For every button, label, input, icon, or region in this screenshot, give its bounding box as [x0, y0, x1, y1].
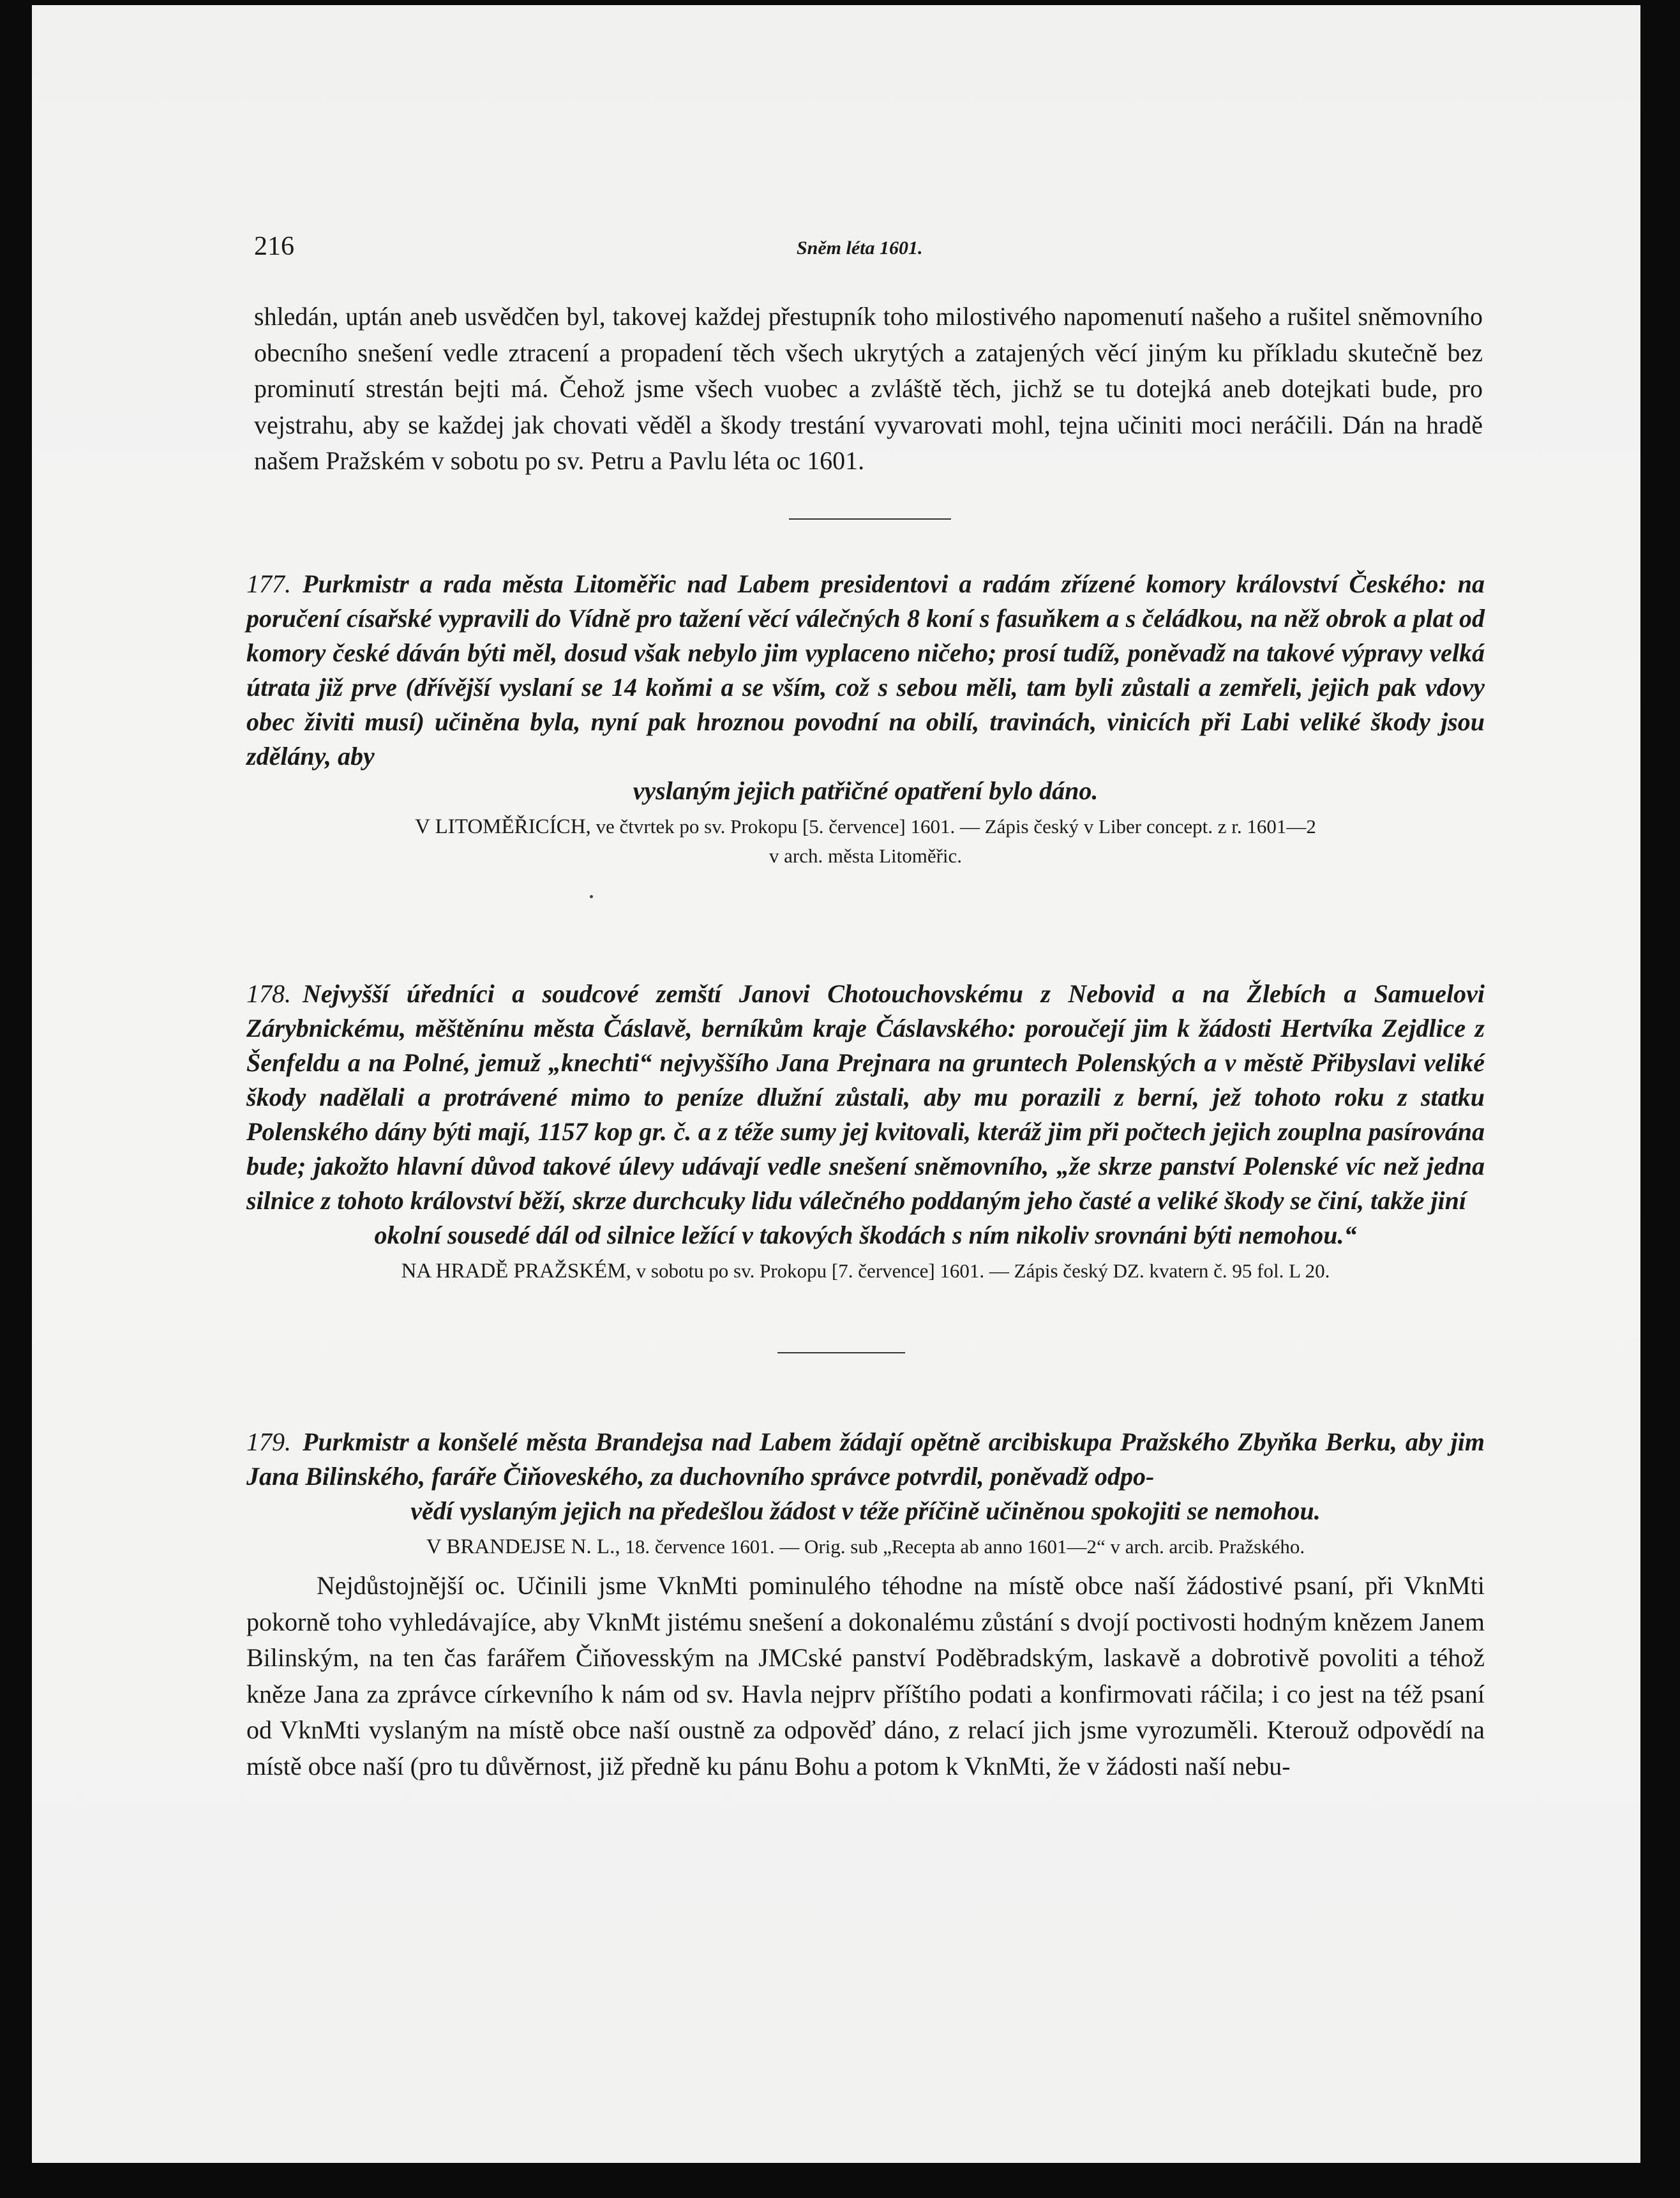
entry-summary-last-line: vyslaným jejich patřičné opatření bylo dáno. — [633, 776, 1099, 805]
source-place: V LITOMĚŘICÍCH, — [415, 815, 591, 838]
entry-summary-text: Purkmistr a rada města Litoměřic nad Labem presidentovi a radám zřízené komory království Českého: na poručení císařské vypravili do Vídně pro tažení věcí válečných 8 koní s fasuňkem a s čeládkou, na něž obrok a plat od komory české dáván býti měl, dosud však nebylo jim vyplaceno ničeho; prosí tudíž, poněvadž na takové výpravy velká útrata již prve (dřívější vyslaní se 14 koňmi a se vším, což s sebou měli, tam byli zůstali a zemřeli, jejich pak vdovy obec živiti musí) učiněna byla, nyní pak hroznou povodní na obilí, travinách, vinicích při Labi veliké škody jsou zdělány, aby — [246, 569, 1485, 771]
entry-number: 177. — [246, 569, 291, 598]
source-note — [246, 1532, 1485, 1562]
entry-summary — [246, 977, 1485, 1218]
entry-178 — [246, 977, 1485, 1286]
entry-summary-last-line: okolní sousedé dál od silnice ležící v takových škodách s ním nikoliv srovnáni býti nemohou.“ — [374, 1221, 1357, 1249]
source-note — [246, 812, 1485, 841]
entry-summary-last-line: vědí vyslaným jejich na předešlou žádost v téže příčině učiněnou spokojiti se nemohou. — [410, 1496, 1321, 1525]
source-archive: v arch. města Litoměřic. — [769, 845, 963, 867]
entry-177 — [246, 567, 1485, 871]
source-details: 18. července 1601. — Orig. sub „Recepta ab anno 1601—2“ v arch. arcib. Pražského. — [625, 1535, 1305, 1558]
entry-summary — [246, 1425, 1485, 1494]
separator-rule — [789, 518, 951, 520]
entry-number: 179. — [246, 1427, 291, 1456]
source-details: ve čtvrtek po sv. Prokopu [5. července] 1601. — Zápis český v Liber concept. z r. 1601—2 — [596, 815, 1316, 838]
entry-number: 178. — [246, 979, 291, 1008]
page-header — [254, 231, 1467, 269]
entry-summary — [246, 567, 1485, 774]
source-place: V BRANDEJSE N. L., — [426, 1535, 620, 1558]
running-title: Sněm léta 1601. — [797, 237, 923, 259]
entry-summary-text: Nejvyšší úředníci a soudcové zemští Janovi Chotouchovskému z Nebovid a na Žlebích a Samuelovi Zárybnickému, měštěnínu města Čáslavě, berníkům kraje Čáslavského: poroučejí jim k žádosti Hertvíka Zejdlice z Šenfeldu a na Polné, jemuž „knechti“ nejvyššího Jana Prejnara na gruntech Polenských a v městě Přibyslavi veliké škody nadělali a protrávené mimo to peníze dlužní zůstali, aby mu porazili z berní, jež tohoto roku z statku Polenského dány býti mají, 1157 kop gr. č. a z téže sumy jej kvitovali, kteráž jim při počtech jejich zouplna pasírována bude; jakožto hlavní důvod takové úlevy udávají vedle snešení sněmovního, „že skrze panství Polenské víc než jedna silnice z tohoto království běží, skrze durchcuky lidu válečného poddaným jeho časté a veliké škody se činí, takže jiní — [246, 979, 1485, 1215]
source-note — [246, 1256, 1485, 1286]
page-number: 216 — [254, 232, 294, 261]
print-speck — [590, 895, 593, 898]
continuation-text: shledán, uptán aneb usvědčen byl, takovej každej přestupník toho milostivého napomenutí našeho a rušitel sněmovního obecního snešení vedle ztracení a propadení těch všech ukrytých a zatajených věcí jiným ku příkladu skutečně bez prominutí strestán bejti má. Čehož jsme všech vuobec a zvláště těch, jichž se tu dotejká aneb dotejkati bude, pro vejstrahu, aby se každej jak chovati věděl a škody trestání vyvarovati mohl, tejna učiniti moci neráčili. Dán na hradě našem Pražském v sobotu po sv. Petru a Pavlu léta oc 1601. — [254, 302, 1483, 475]
source-place: NA HRADĚ PRAŽSKÉM, — [401, 1260, 631, 1283]
entry-summary-text: Purkmistr a konšelé města Brandejsa nad Labem žádají opětně arcibiskupa Pražského Zbyňka Berku, aby jim Jana Bilinského, faráře Čiňoveského, za duchovního správce potvrdil, poněvadž odpo- — [246, 1427, 1485, 1491]
separator-rule — [777, 1352, 905, 1353]
source-details: v sobotu po sv. Prokopu [7. července] 1601. — Zápis český DZ. kvatern č. 95 fol. L 20. — [636, 1260, 1330, 1282]
letter-text: Nejdůstojnější oc. Učinili jsme VknMti pominulého téhodne na místě obce naší žádostivé psaní, při VknMti pokorně toho vyhledávajíce, aby VknMt jistému snešení a dokonalému zůstání s dvojí poctivosti hodným knězem Janem Bilinským, na ten čas farářem Čiňovesským na JMCské panství Poděbradským, laskavě a dobrotivě povoliti a téhož kněze Jana za zprávce církevního k nám od sv. Havla nejprv příštího podati a konfirmovati ráčila; i co jest na též psaní od VknMti vyslaným na místě obce naší oustně za odpověď dáno, z relací jich jsme vyrozuměli. Kterouž odpovědí na místě obce naší (pro tu důvěrnost, již předně ku pánu Bohu a potom k VknMti, že v žádosti naší nebu- — [246, 1571, 1485, 1780]
continuation-paragraph — [254, 299, 1483, 479]
entry-179 — [246, 1425, 1485, 1784]
